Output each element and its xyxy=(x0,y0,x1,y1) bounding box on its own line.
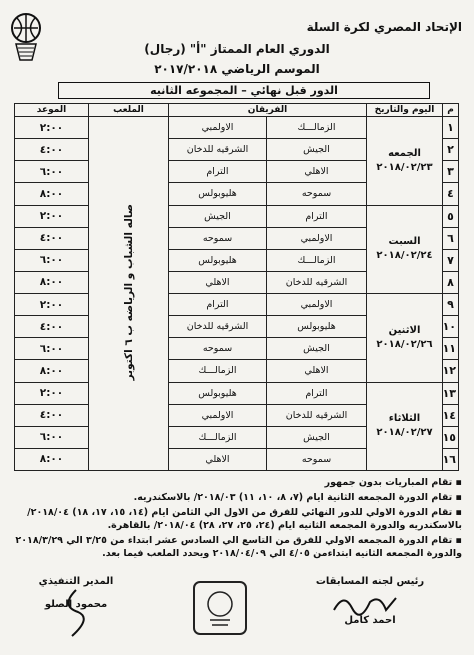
team-away: سموحه xyxy=(169,338,267,360)
official-stamp-icon xyxy=(190,578,250,638)
competitions-head-signature xyxy=(310,576,430,626)
col-header-day: اليوم والتاريخ xyxy=(367,104,443,117)
team-home: سموحه xyxy=(267,448,367,470)
match-time: ٢:٠٠ xyxy=(15,117,89,139)
match-number: ٢ xyxy=(443,139,459,161)
match-number: ٥ xyxy=(443,205,459,227)
match-time: ٦:٠٠ xyxy=(15,426,89,448)
letterhead xyxy=(0,6,474,86)
team-home: الاولمبي xyxy=(267,294,367,316)
team-home: الجيش xyxy=(267,338,367,360)
match-number: ٩ xyxy=(443,294,459,316)
team-away: الزمالـــك xyxy=(169,426,267,448)
signature-scribble-icon xyxy=(56,588,96,638)
note-item: ▪ تقام المباريات بدون جمهور xyxy=(324,477,462,488)
schedule-table xyxy=(14,103,459,471)
match-day xyxy=(367,117,443,206)
venue-name: صاله الشباب و الرياضه ب ٦ اكتوبر xyxy=(122,203,135,381)
match-number: ٧ xyxy=(443,249,459,271)
match-day xyxy=(367,294,443,383)
match-number: ١ xyxy=(443,117,459,139)
federation-name: الإتحاد المصري لكرة السلة xyxy=(306,20,462,34)
team-home: سموحه xyxy=(267,183,367,205)
team-home: الترام xyxy=(267,205,367,227)
match-number: ٣ xyxy=(443,161,459,183)
signature-scribble-icon xyxy=(330,590,400,616)
match-time: ٨:٠٠ xyxy=(15,360,89,382)
day-date: ٢٠١٨/٠٢/٢٧ xyxy=(376,427,433,439)
stage-title: الدور قبل نهائي – المجموعه الثانيه xyxy=(58,82,430,99)
signature-title: رئيس لجنه المسابقات xyxy=(315,576,425,587)
table-row xyxy=(15,117,459,139)
day-date: ٢٠١٨/٠٢/٢٦ xyxy=(376,338,433,350)
match-number: ١٤ xyxy=(443,404,459,426)
day-date: ٢٠١٨/٠٢/٢٣ xyxy=(376,161,433,173)
match-time: ٢:٠٠ xyxy=(15,205,89,227)
col-header-num: م xyxy=(443,104,459,117)
match-number: ٤ xyxy=(443,183,459,205)
team-away: هليوبولس xyxy=(169,382,267,404)
team-away: الاولمبي xyxy=(169,404,267,426)
team-home: الجيش xyxy=(267,139,367,161)
team-away: الزمالـــك xyxy=(169,360,267,382)
signature-name: احمد كامل xyxy=(344,615,396,626)
match-time: ٦:٠٠ xyxy=(15,249,89,271)
team-away: الاولمبي xyxy=(169,117,267,139)
match-number: ١١ xyxy=(443,338,459,360)
team-away: هليوبولس xyxy=(169,249,267,271)
team-away: الترام xyxy=(169,161,267,183)
match-number: ١٦ xyxy=(443,448,459,470)
match-time: ٤:٠٠ xyxy=(15,316,89,338)
team-away: الاهلي xyxy=(169,448,267,470)
match-time: ٦:٠٠ xyxy=(15,161,89,183)
team-home: الزمالـــك xyxy=(267,117,367,139)
col-header-time: الموعد xyxy=(15,104,89,117)
match-time: ٨:٠٠ xyxy=(15,448,89,470)
match-number: ١٥ xyxy=(443,426,459,448)
note-item: ▪ تقام الدورة المجمعه الاولي للفرق من التاسع الي السادس عشر ابتداء من ٣/٢٥ الي ٢٠١٨/٣/٢٩ والدورة المجمعه الثانيه ابتداءمن ٤/٠٥ الي ٢٠١٨/٠٤/٠٩ ويحدد الملعب فيما بعد. xyxy=(15,535,462,559)
league-title: الدوري العام الممتاز "أ" (رجال) xyxy=(144,42,330,56)
team-away: الترام xyxy=(169,294,267,316)
table-row xyxy=(15,294,459,316)
match-time: ٨:٠٠ xyxy=(15,183,89,205)
signature-name: محمود الصلو xyxy=(44,599,108,610)
match-time: ٤:٠٠ xyxy=(15,227,89,249)
day-name: الثلاثاء xyxy=(388,413,421,425)
match-day xyxy=(367,382,443,471)
team-home: الاهلي xyxy=(267,360,367,382)
note-item: ▪ تقام الدورة المجمعه الثانية ايام (٧، ٨، ١٠، ١١) ٢٠١٨/٠٣/ بالاسكندريه. xyxy=(133,492,462,503)
day-name: الجمعه xyxy=(388,147,421,159)
team-away: الجيش xyxy=(169,205,267,227)
notes-list xyxy=(12,476,462,562)
col-header-teams: الفريقان xyxy=(169,104,367,117)
match-number: ١٢ xyxy=(443,360,459,382)
match-number: ١٠ xyxy=(443,316,459,338)
season-title: الموسم الرياضي ٢٠١٧/٢٠١٨ xyxy=(154,62,320,76)
executive-director-signature xyxy=(26,576,126,610)
match-time: ٨:٠٠ xyxy=(15,271,89,293)
team-home: الترام xyxy=(267,382,367,404)
team-away: سموحه xyxy=(169,227,267,249)
match-day xyxy=(367,205,443,294)
team-home: الشرقيه للدخان xyxy=(267,404,367,426)
venue-cell xyxy=(89,117,169,471)
match-time: ٢:٠٠ xyxy=(15,294,89,316)
table-row xyxy=(15,382,459,404)
team-home: الشرقيه للدخان xyxy=(267,271,367,293)
table-row xyxy=(15,205,459,227)
team-home: الزمالـــك xyxy=(267,249,367,271)
team-home: هليوبولس xyxy=(267,316,367,338)
table-header-row xyxy=(15,104,459,117)
match-number: ٨ xyxy=(443,271,459,293)
note-item: ▪ تقام الدورة الاولي للدور النهائي للفرق من الاول الي الثامن ايام (١٤، ١٥، ١٧، ١٨) ٢٠١٨/٠٤/ بالاسكندريه والدورة المجمعه الثانيه ايام (٢٤، ٢٥، ٢٧، ٢٨) ٢٠١٨/٠٤/ بالقاهرة. xyxy=(27,507,462,531)
day-date: ٢٠١٨/٠٢/٢٤ xyxy=(376,250,433,262)
team-home: الاولمبي xyxy=(267,227,367,249)
match-number: ٦ xyxy=(443,227,459,249)
match-time: ٦:٠٠ xyxy=(15,338,89,360)
team-away: الاهلي xyxy=(169,271,267,293)
day-name: الاثنين xyxy=(388,324,421,336)
team-away: هليوبولس xyxy=(169,183,267,205)
match-time: ٤:٠٠ xyxy=(15,404,89,426)
match-time: ٤:٠٠ xyxy=(15,139,89,161)
team-home: الجيش xyxy=(267,426,367,448)
team-away: الشرقيه للدخان xyxy=(169,139,267,161)
signature-title: المدير التنفيذي xyxy=(38,576,114,587)
day-name: السبت xyxy=(388,236,421,248)
match-number: ١٣ xyxy=(443,382,459,404)
col-header-venue: الملعب xyxy=(89,104,169,117)
match-time: ٢:٠٠ xyxy=(15,382,89,404)
team-home: الاهلي xyxy=(267,161,367,183)
team-away: الشرقيه للدخان xyxy=(169,316,267,338)
